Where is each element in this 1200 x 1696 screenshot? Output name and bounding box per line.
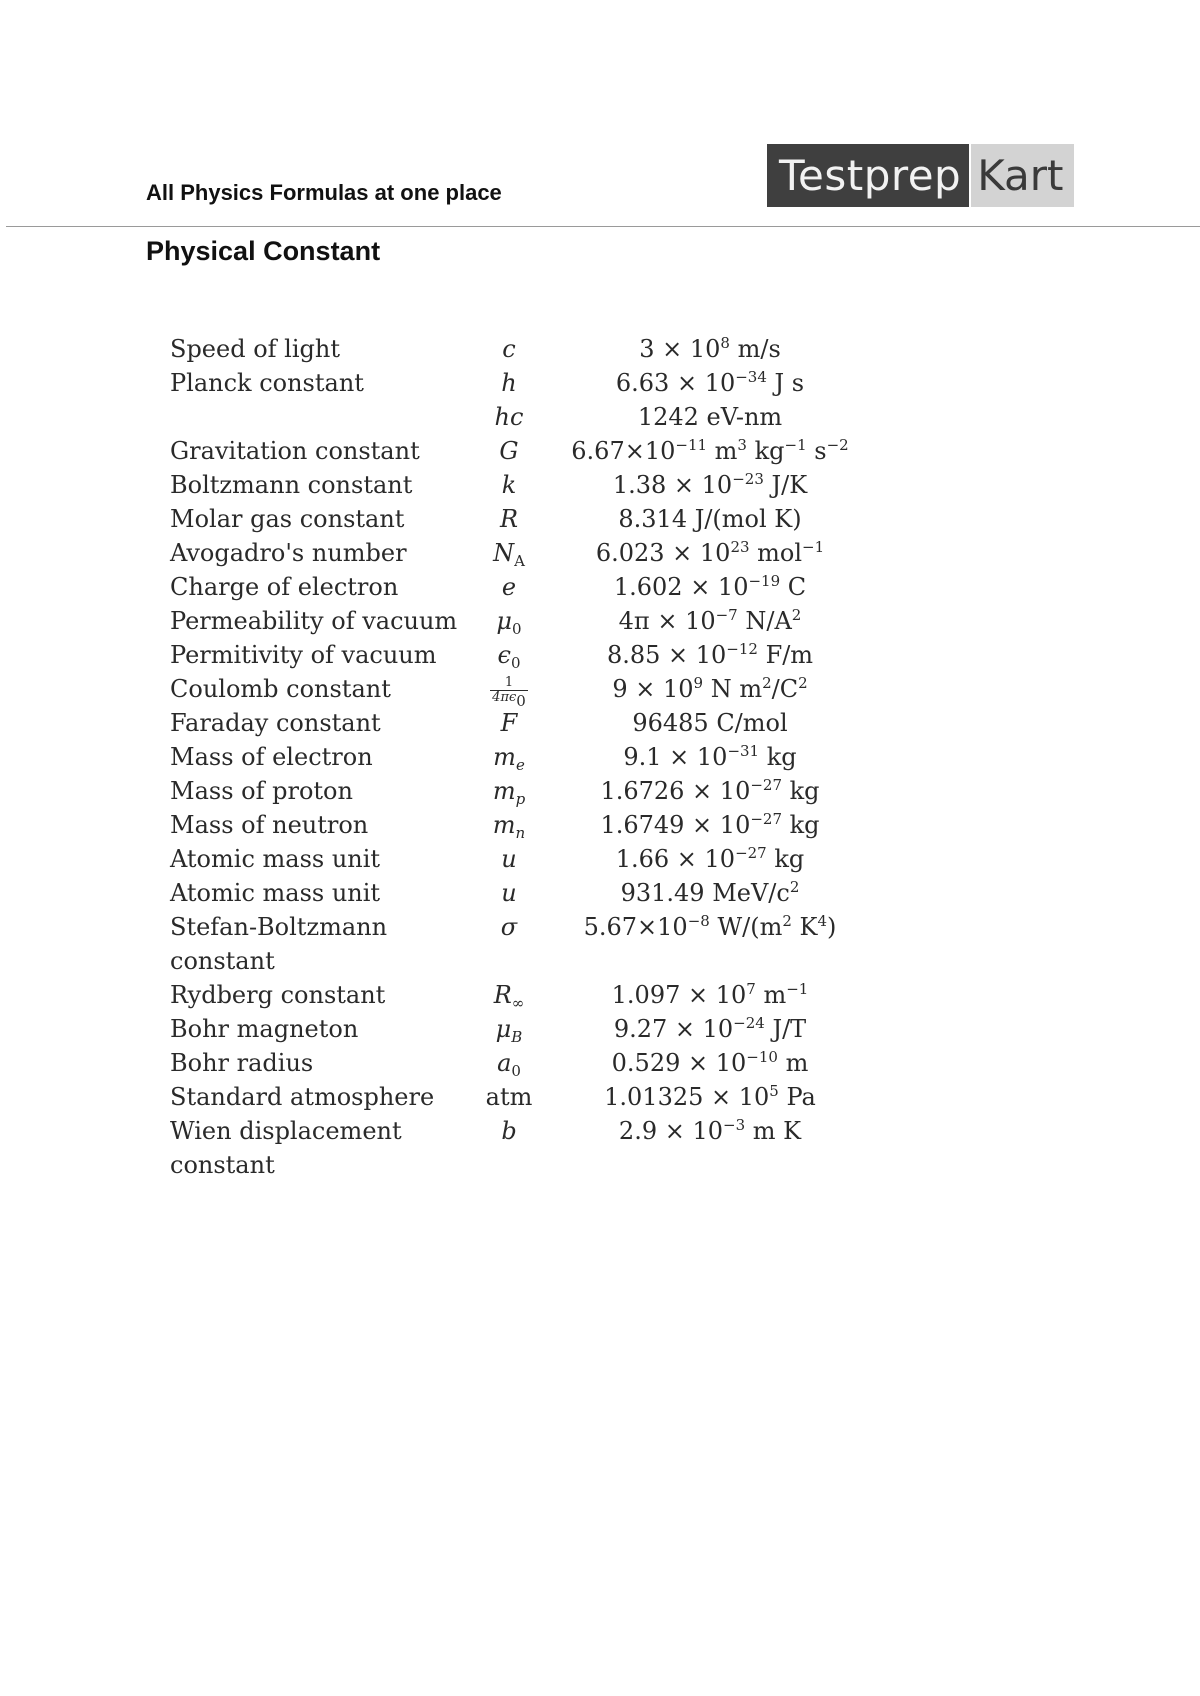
constant-value: $1.01325 \times 10^5$ Pa [604, 1082, 816, 1111]
constant-name: Bohr magneton [170, 1015, 359, 1043]
constant-name: Mass of electron [170, 743, 373, 771]
constant-value: $6.63 \times 10^{-34}$ J s [615, 368, 805, 397]
constant-name: Coulomb constant [170, 675, 391, 703]
constant-symbol: $\mu_B$ [495, 1015, 523, 1046]
table-row [170, 1046, 875, 1080]
constant-name: Planck constant [170, 369, 364, 397]
constant-name [170, 400, 473, 434]
constant-name: Atomic mass unit [170, 845, 381, 873]
constant-symbol: u [501, 879, 517, 907]
constant-name: Gravitation constant [170, 437, 420, 465]
table-row [170, 808, 875, 842]
constant-name: Mass of neutron [170, 811, 369, 839]
constant-name: Molar gas constant [170, 505, 405, 533]
constant-name: Boltzmann constant [170, 471, 413, 499]
table-row [170, 672, 875, 706]
constant-value: 1242 eV-nm [637, 403, 783, 431]
table-row [170, 910, 875, 978]
constant-value: $0.529 \times 10^{-10}$ m [611, 1048, 809, 1077]
constant-value: $1.6749 \times 10^{-27}$ kg [600, 810, 820, 839]
constant-value: 8.314 J/(mol K) [618, 505, 802, 533]
constant-symbol: $m_p$ [492, 777, 526, 808]
logo-left-text: Testprep [767, 144, 969, 207]
constant-value: $1.38 \times 10^{-23}$ J/K [612, 470, 808, 499]
table-row [170, 1012, 875, 1046]
constant-symbol: e [501, 573, 517, 601]
constant-symbol: $m_e$ [493, 743, 525, 774]
constant-value: $5.67\times 10^{-8}$ $W/(m^2$ $K^4$) [583, 912, 837, 941]
table-row [170, 604, 875, 638]
table-row [170, 978, 875, 1012]
constant-value: $6.023 \times 10^{23}$ mol$^{-1}$ [595, 538, 825, 567]
constant-symbol: G [499, 437, 519, 465]
constant-name: Wien displacement constant [170, 1117, 402, 1179]
constant-name: Faraday constant [170, 709, 381, 737]
table-row [170, 876, 875, 910]
table-row [170, 434, 875, 468]
constant-value: $9.27 \times 10^{-24}$ J/T [613, 1014, 807, 1043]
table-row [170, 1114, 875, 1182]
constant-symbol: $a_0$ [497, 1049, 521, 1080]
constant-value: $4\pi \times 10^{-7}$ $N/A^2$ [618, 606, 802, 635]
constant-value: $9.1 \times 10^{-31}$ kg [623, 742, 797, 771]
constant-symbol: R [499, 505, 519, 533]
constant-symbol: u [501, 845, 517, 873]
logo-right-text: Kart [969, 144, 1073, 207]
constant-symbol: σ [500, 913, 518, 941]
constant-name: Bohr radius [170, 1049, 314, 1077]
table-row [170, 842, 875, 876]
constant-value: $6.67\times 10^{-11}$ $m^3$ $kg^{-1}$ $s^{-2}$ [571, 436, 849, 465]
table-row [170, 366, 875, 400]
constant-value: $1.66 \times 10^{-27}$ kg [615, 844, 805, 873]
constant-symbol: hc [494, 403, 524, 431]
constant-value: $1.602 \times 10^{-19}$ C [613, 572, 807, 601]
constant-name: Mass of proton [170, 777, 353, 805]
constant-name: Stefan-Boltzmann constant [170, 913, 388, 975]
constant-name: Standard atmosphere [170, 1083, 435, 1111]
constant-name: Avogadro's number [170, 539, 407, 567]
header-divider [6, 226, 1200, 227]
constant-name: Charge of electron [170, 573, 399, 601]
constant-symbol: $R_\infty$ [493, 981, 525, 1012]
constants-table [170, 332, 875, 1182]
header-title: All Physics Formulas at one place [146, 180, 502, 205]
constant-name: Atomic mass unit [170, 879, 381, 907]
constant-symbol: atm [485, 1083, 533, 1111]
constant-name: Speed of light [170, 335, 340, 363]
table-row [170, 570, 875, 604]
constant-value: $8.85 \times 10^{-12}$ F/m [606, 640, 814, 669]
constant-value: 931.49 MeV/$c^2$ [620, 878, 800, 907]
constant-symbol: k [501, 471, 517, 499]
constant-symbol: F [500, 709, 518, 737]
constant-name: Permeability of vacuum [170, 607, 458, 635]
table-row [170, 1080, 875, 1114]
constant-value: $9 \times 10^9$ N $m^2/C^2$ [612, 674, 808, 703]
table-row [170, 468, 875, 502]
constant-value: $3 \times 10^8$ m/s [639, 334, 781, 363]
constant-value: 96485 C/mol [632, 709, 788, 737]
section-title: Physical Constant [146, 236, 381, 266]
table-row [170, 502, 875, 536]
table-row [170, 536, 875, 570]
constant-symbol: b [501, 1117, 517, 1145]
table-row [170, 740, 875, 774]
constant-value: $1.6726 \times 10^{-27}$ kg [600, 776, 820, 805]
constant-name: Rydberg constant [170, 981, 386, 1009]
constant-symbol: $N_A$ [493, 539, 525, 570]
constant-value: $1.097 \times 10^7$ $m^{-1}$ [611, 980, 809, 1009]
table-row [170, 706, 875, 740]
constant-name: Permitivity of vacuum [170, 641, 437, 669]
table-row [170, 638, 875, 672]
table-row [170, 332, 875, 366]
constant-symbol: $\epsilon_0$ [497, 641, 521, 672]
constant-symbol: h [501, 369, 517, 397]
table-row [170, 400, 875, 434]
table-row [170, 774, 875, 808]
constant-symbol: $\frac{1}{4\pi\epsilon_0}$ [492, 675, 526, 710]
testprep-kart-logo [767, 144, 1074, 207]
constant-symbol: $m_n$ [492, 811, 526, 842]
constant-value: $2.9 \times 10^{-3}$ m K [618, 1116, 802, 1145]
constant-symbol: c [502, 335, 516, 363]
constant-symbol: $\mu_0$ [496, 607, 522, 638]
